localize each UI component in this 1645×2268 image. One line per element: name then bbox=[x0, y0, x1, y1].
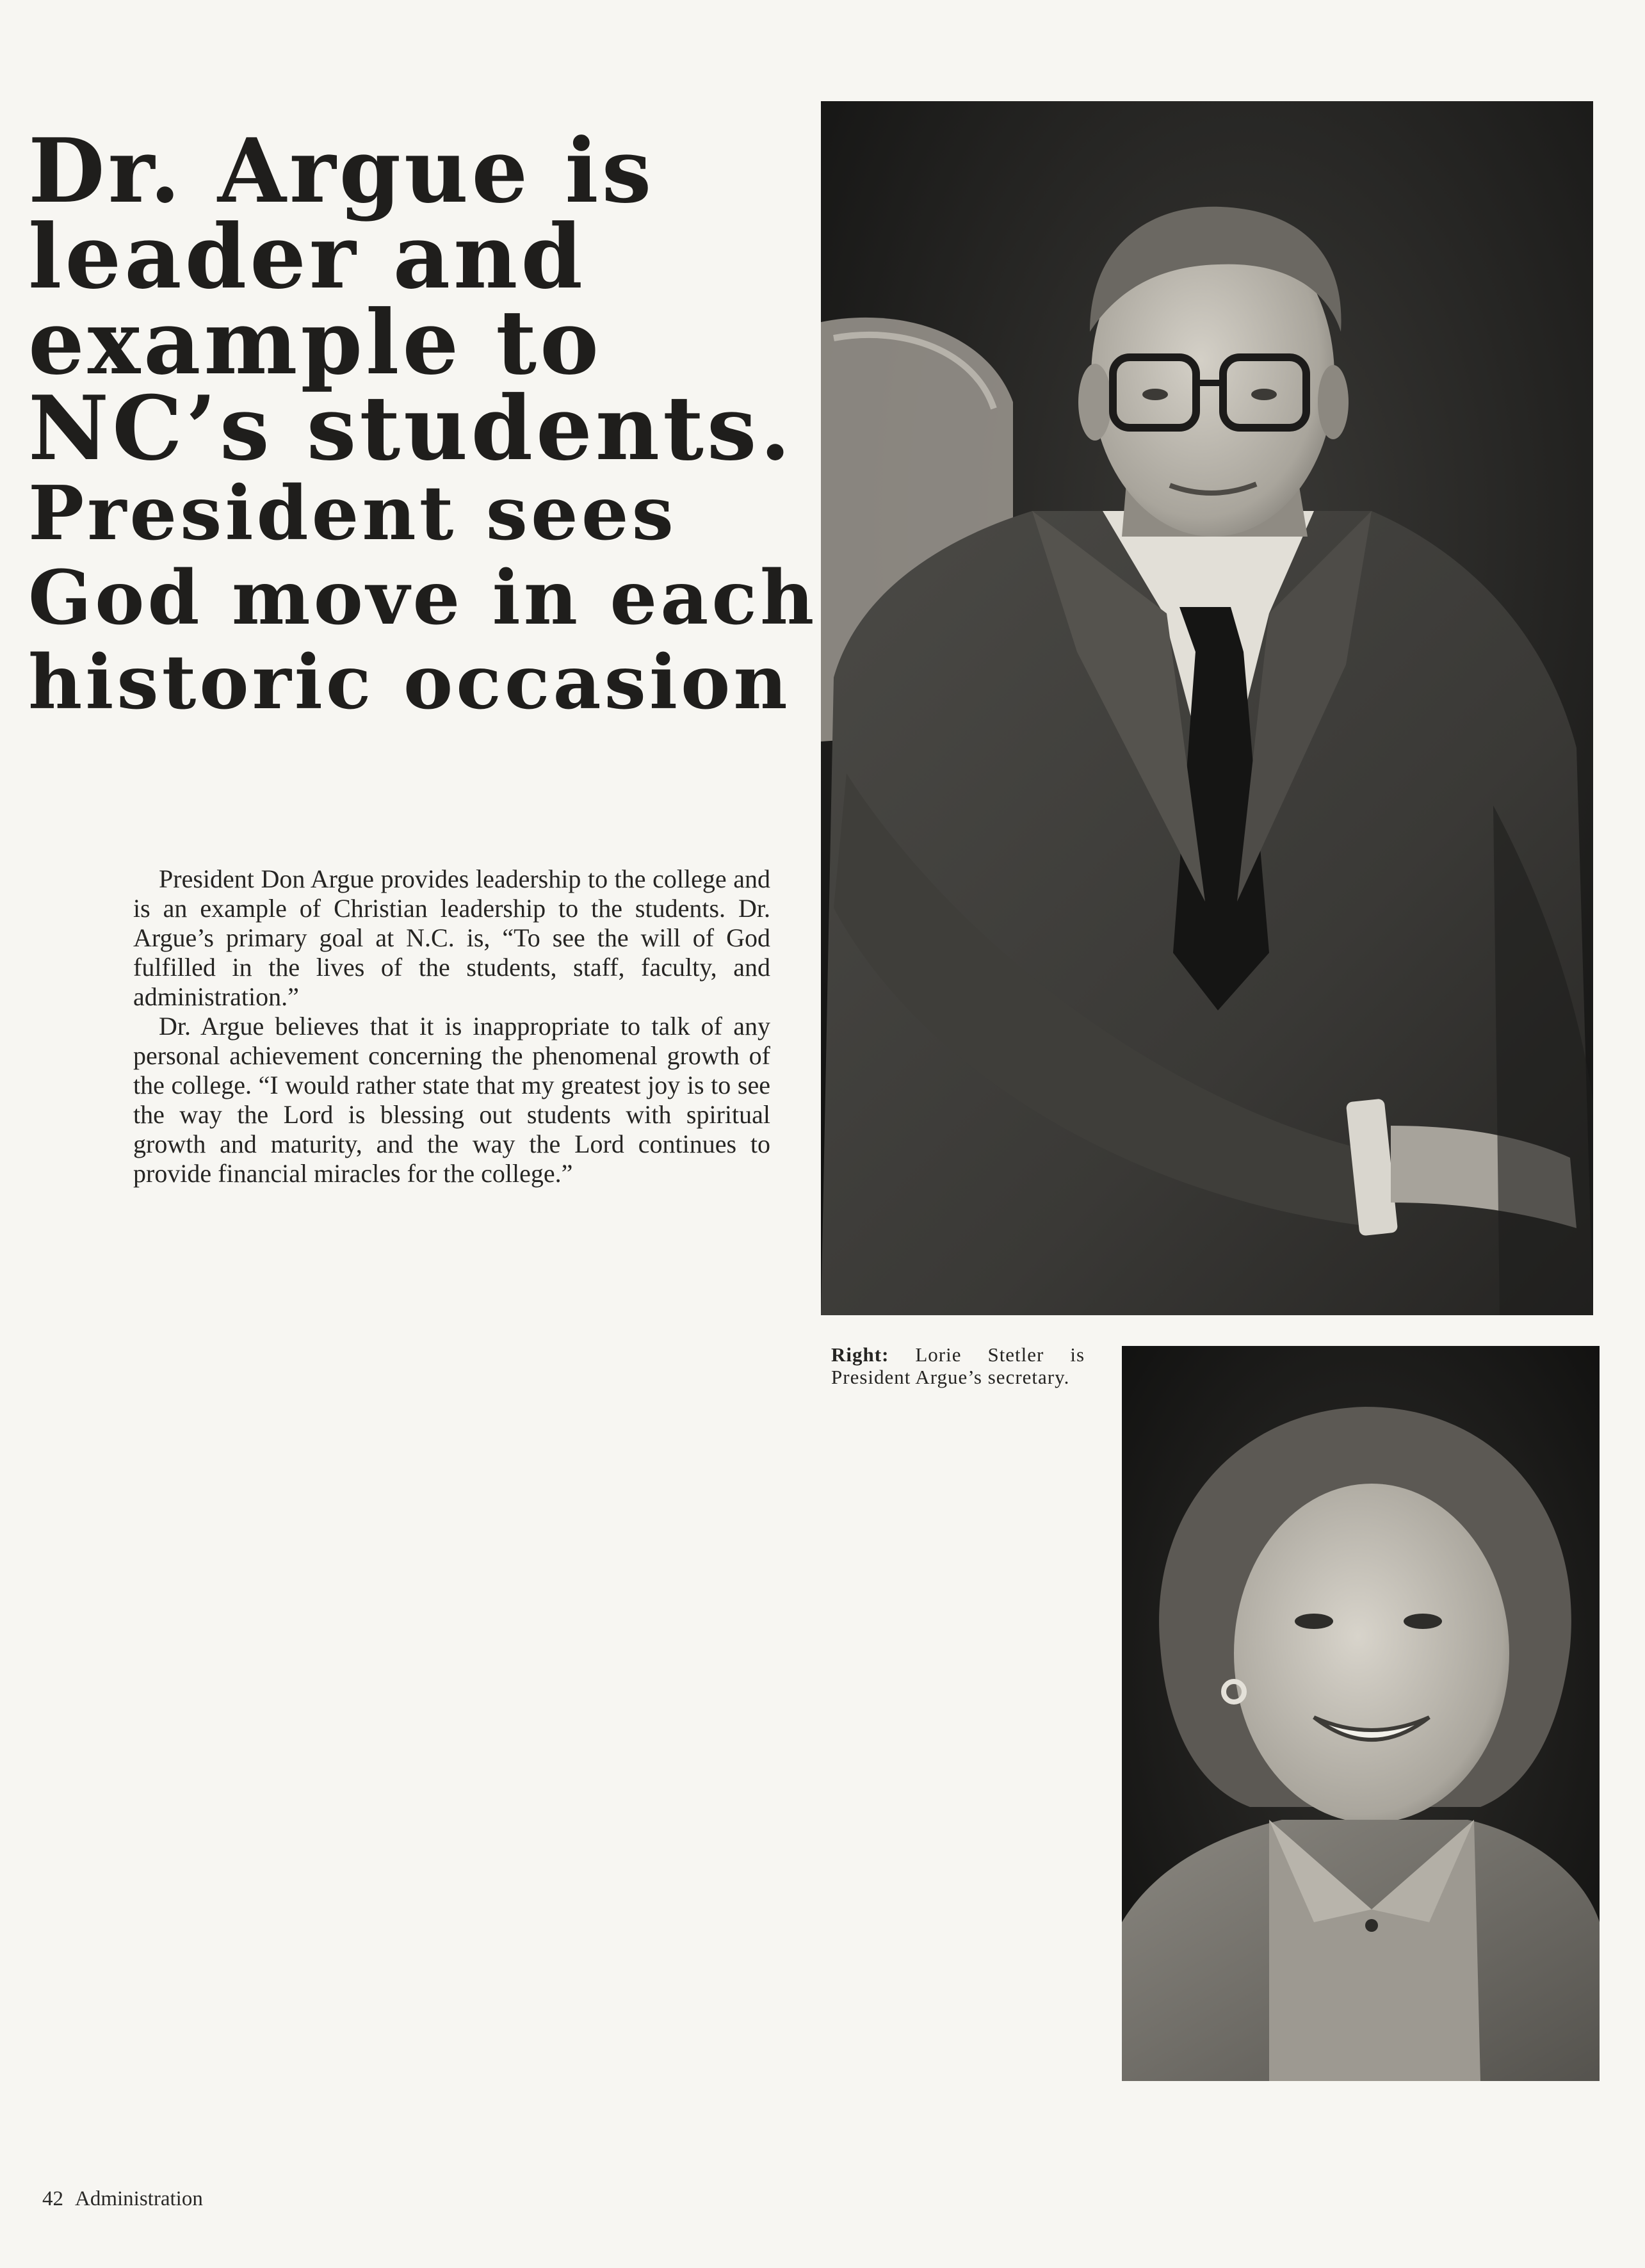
section-name: Administration bbox=[75, 2187, 203, 2210]
headline-line-2: leader and bbox=[28, 204, 586, 309]
headline-line-1: Dr. Argue is bbox=[28, 118, 655, 223]
subheadline-line-2: God move in each bbox=[28, 555, 818, 642]
page-footer bbox=[42, 2187, 203, 2211]
subheadline-line-1: President sees bbox=[28, 470, 677, 557]
article-paragraph-2: Dr. Argue believes that it is inappropriate to talk of any personal achievement concerning the phenomenal growth of the college. “I would rather state that my greatest joy is to see the way the Lord is blessing out students with spiritual growth and maturity, and the way the Lord continues to provide financial miracles for the college.” bbox=[133, 1012, 770, 1188]
president-portrait-photo bbox=[821, 101, 1593, 1315]
subheadline-line-3: historic occasion bbox=[28, 639, 791, 726]
caption-lead: Right: bbox=[831, 1343, 889, 1366]
article-paragraph-1: President Don Argue provides leadership to the college and is an example of Christian leadership to the students. Dr. Argue’s primary goal at N.C. is, “To see the will of God fulfilled in the lives of the students, staff, faculty, and administration.” bbox=[133, 864, 770, 1011]
article-body bbox=[133, 864, 770, 1188]
headline-line-3: example to bbox=[28, 290, 603, 394]
photo-caption bbox=[831, 1343, 1085, 1388]
headline bbox=[28, 118, 818, 726]
page-number: 42 bbox=[42, 2187, 63, 2210]
caption-text: Lorie Stetler is President Argue’s secretary. bbox=[831, 1343, 1085, 1388]
headline-line-4: NC’s students. bbox=[28, 376, 794, 480]
secretary-portrait-photo bbox=[1122, 1346, 1600, 2081]
